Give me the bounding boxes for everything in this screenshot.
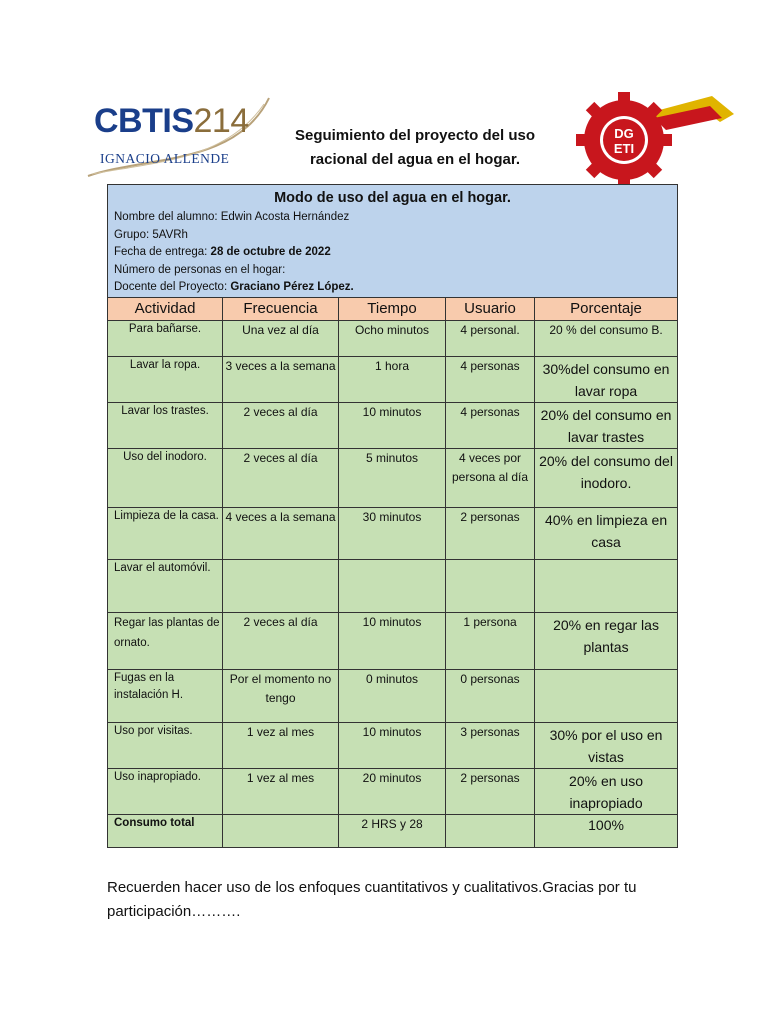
cell-actividad: Regar las plantas de ornato. <box>108 612 223 669</box>
cell-porcentaje <box>535 559 678 612</box>
info-panel <box>108 185 678 298</box>
cell-porcentaje: 20% en regar las plantas <box>535 612 678 669</box>
dgeti-gear-icon <box>562 92 738 184</box>
cell-usuario: 0 personas <box>446 669 535 722</box>
cell-tiempo: 5 minutos <box>339 448 446 507</box>
cell-usuario: 2 personas <box>446 768 535 814</box>
col-actividad: Actividad <box>108 297 223 320</box>
cell-frecuencia: 2 veces al día <box>223 402 339 448</box>
table-row-total <box>108 814 678 847</box>
group: Grupo: 5AVRh <box>114 228 188 241</box>
cell-actividad: Fugas en la instalación H. <box>108 669 223 722</box>
table-row <box>108 559 678 612</box>
cbtis-subtitle: IGNACIO ALLENDE <box>100 151 230 166</box>
cell-porcentaje: 40% en limpieza en casa <box>535 507 678 559</box>
cell-usuario <box>446 559 535 612</box>
cell-actividad: Limpieza de la casa. <box>108 507 223 559</box>
cell-usuario: 4 personas <box>446 402 535 448</box>
cell-actividad: Lavar el automóvil. <box>108 559 223 612</box>
table-row <box>108 768 678 814</box>
cell-frecuencia: 2 veces al día <box>223 612 339 669</box>
cell-frecuencia: 4 veces a la semana <box>223 507 339 559</box>
cell-usuario: 4 veces por persona al día <box>446 448 535 507</box>
title-line-1: Seguimiento del proyecto del uso <box>294 127 536 144</box>
cell-frecuencia: 1 vez al mes <box>223 768 339 814</box>
cell-frecuencia: 3 veces a la semana <box>223 356 339 402</box>
cell-frecuencia: 2 veces al día <box>223 448 339 507</box>
col-frecuencia: Frecuencia <box>223 297 339 320</box>
table-row <box>108 669 678 722</box>
cell-tiempo: 10 minutos <box>339 402 446 448</box>
cell-actividad: Uso del inodoro. <box>108 448 223 507</box>
cell-usuario: 4 personas <box>446 356 535 402</box>
water-usage-table <box>107 184 678 848</box>
table-row <box>108 448 678 507</box>
svg-text:DG: DG <box>614 126 634 141</box>
table-header <box>108 297 678 320</box>
cell-porcentaje: 30% por el uso en vistas <box>535 722 678 768</box>
cell-tiempo: 0 minutos <box>339 669 446 722</box>
title-line-2: racional del agua en el hogar. <box>309 151 521 168</box>
cell-porcentaje: 20 % del consumo B. <box>535 320 678 356</box>
delivery-date: Fecha de entrega: 28 de octubre de 2022 <box>114 246 331 258</box>
cell-porcentaje: 20% en uso inapropiado <box>535 768 678 814</box>
cbtis-logo <box>86 96 272 178</box>
table-row <box>108 507 678 559</box>
cell-porcentaje: 20% del consumo en lavar trastes <box>535 402 678 448</box>
cell-porcentaje: 30%del consumo en lavar ropa <box>535 356 678 402</box>
teacher: Docente del Proyecto: Graciano Pérez López. <box>114 281 354 293</box>
dgeti-logo <box>562 92 738 184</box>
cell-tiempo: 20 minutos <box>339 768 446 814</box>
cell-usuario <box>446 814 535 847</box>
cell-usuario: 3 personas <box>446 722 535 768</box>
table-title: Modo de uso del agua en el hogar. <box>274 190 511 206</box>
cell-frecuencia <box>223 559 339 612</box>
cbtis-wordmark: CBTIS214 <box>94 102 249 140</box>
cell-usuario: 1 persona <box>446 612 535 669</box>
col-usuario: Usuario <box>446 297 535 320</box>
cell-actividad: Uso por visitas. <box>108 722 223 768</box>
cell-actividad: Lavar la ropa. <box>108 356 223 402</box>
table-row <box>108 402 678 448</box>
cell-actividad: Para bañarse. <box>108 320 223 356</box>
cell-tiempo: 10 minutos <box>339 612 446 669</box>
document-title <box>280 124 550 172</box>
cell-porcentaje: 20% del consumo del inodoro. <box>535 448 678 507</box>
student-name: Nombre del alumno: Edwin Acosta Hernández <box>114 211 350 223</box>
cell-actividad: Consumo total <box>108 814 223 847</box>
cell-tiempo: 30 minutos <box>339 507 446 559</box>
table-row <box>108 722 678 768</box>
cell-porcentaje: 100% <box>535 814 678 847</box>
cell-usuario: 4 personal. <box>446 320 535 356</box>
cell-actividad: Uso inapropiado. <box>108 768 223 814</box>
cell-tiempo <box>339 559 446 612</box>
table-row <box>108 320 678 356</box>
cell-tiempo: 10 minutos <box>339 722 446 768</box>
cell-tiempo: 2 HRS y 28 <box>339 814 446 847</box>
cell-frecuencia <box>223 814 339 847</box>
col-porcentaje: Porcentaje <box>535 297 678 320</box>
cell-tiempo: 1 hora <box>339 356 446 402</box>
col-tiempo: Tiempo <box>339 297 446 320</box>
cell-frecuencia: 1 vez al mes <box>223 722 339 768</box>
cell-usuario: 2 personas <box>446 507 535 559</box>
cell-actividad: Lavar los trastes. <box>108 402 223 448</box>
table-row <box>108 612 678 669</box>
table-row <box>108 356 678 402</box>
closing-note: Recuerden hacer uso de los enfoques cuantitativos y cualitativos.Gracias por tu participación………. <box>107 879 637 920</box>
cell-porcentaje <box>535 669 678 722</box>
cell-frecuencia: Una vez al día <box>223 320 339 356</box>
svg-text:ETI: ETI <box>613 141 635 156</box>
cell-frecuencia: Por el momento no tengo <box>223 669 339 722</box>
cell-tiempo: Ocho minutos <box>339 320 446 356</box>
household-members: Número de personas en el hogar: <box>114 263 286 276</box>
